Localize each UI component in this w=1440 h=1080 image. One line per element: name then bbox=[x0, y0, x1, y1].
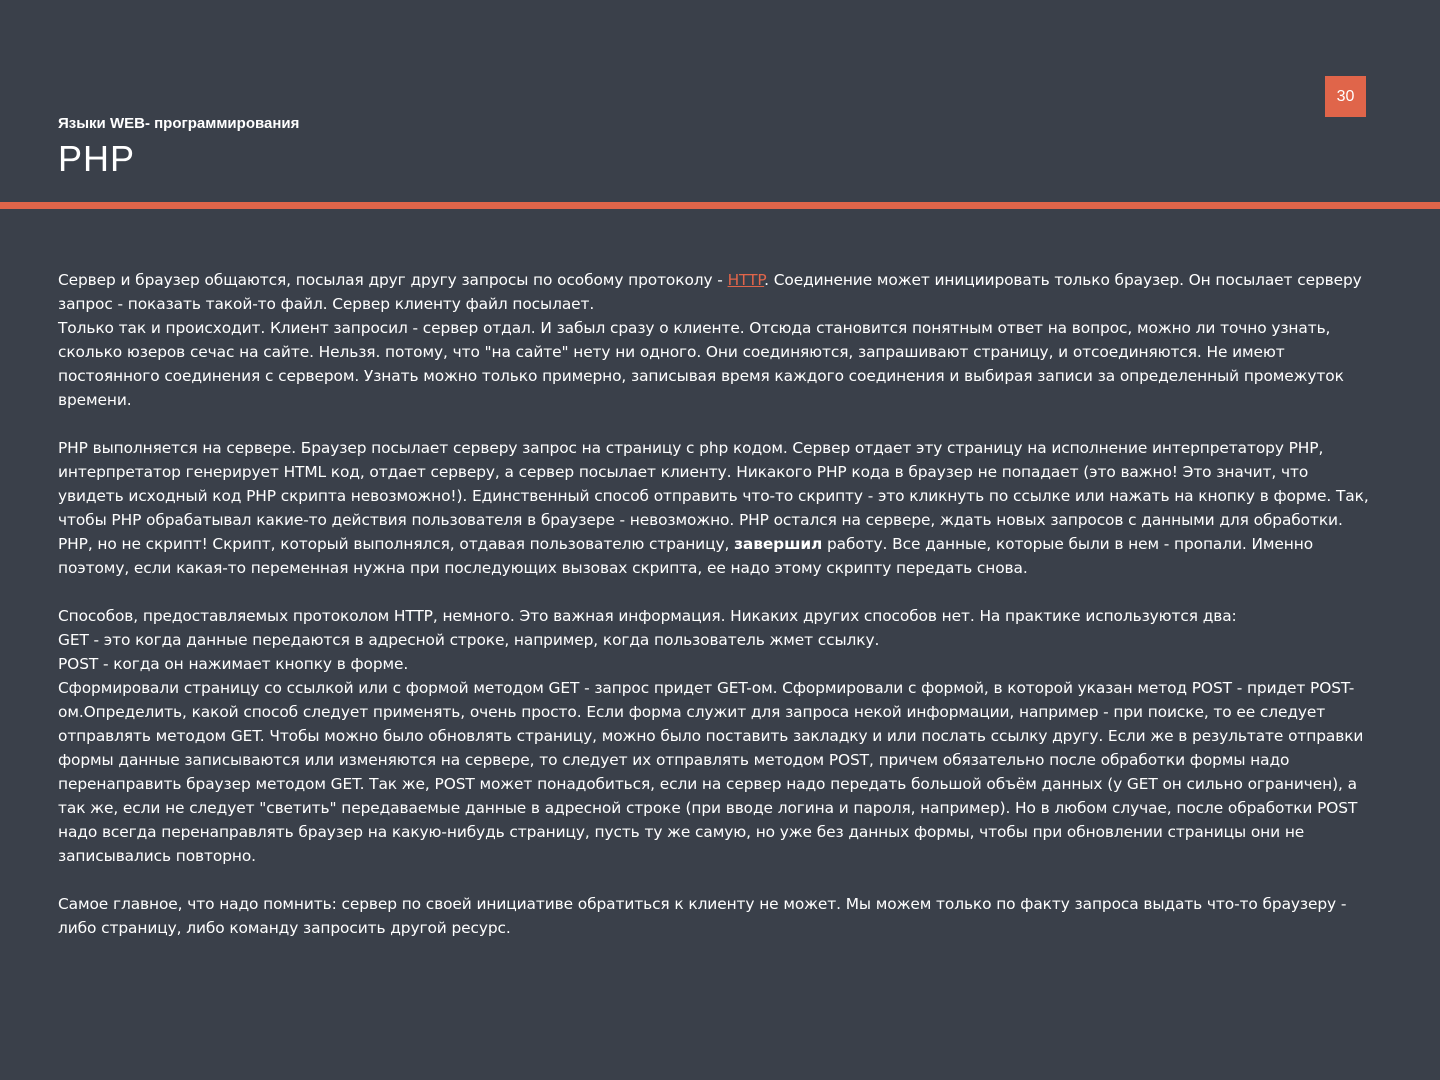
paragraph-get-vs-post: Сформировали страницу со ссылкой или с формой методом GET - запрос придет GET-ом. Сформировали с формой, в которой указан метод POST - придет POST-ом.Определить, какой способ следует применять, очень просто. Если форма служит для запроса некой информации, например - при поиске, то ее следует отправлять методом GET. Чтобы можно было обновлять страницу, можно было поставить закладку и или послать ссылку другу. Если же в результате отправки формы данные записываются или изменяются на сервере, то следует их отправлять методом POST, причем обязательно после обработки формы надо перенаправить браузер методом GET. Так же, POST может понадобиться, если на сервер надо передать большой объём данных (у GET он сильно ограничен), а так же, если не следует "светить" передаваемые данные в адресной строке (при вводе логина и пароля, например). Но в любом случае, после обработки POST надо всегда перенаправлять браузер на какую-нибудь страницу, пусть ту же самую, но уже без данных формы, чтобы при обновлении страницы они не записывались повторно. bbox=[58, 679, 1364, 865]
paragraph-php-server bbox=[58, 436, 1378, 580]
paragraph-conclusion: Самое главное, что надо помнить: сервер по своей инициативе обратиться к клиенту не может. Мы можем только по факту запроса выдать что-то браузеру - либо страницу, либо команду запросить другой ресурс. bbox=[58, 895, 1347, 937]
paragraph-post: POST - когда он нажимает кнопку в форме. bbox=[58, 655, 409, 673]
slide-subtitle: Языки WEB- программирования bbox=[58, 115, 300, 132]
paragraph-http-intro bbox=[58, 268, 1378, 316]
paragraph-get: GET - это когда данные передаются в адресной строке, например, когда пользователь жмет ссылку. bbox=[58, 631, 880, 649]
paragraph-gap bbox=[58, 412, 1378, 436]
paragraph-text: работу. Все данные, которые были в нем - пропали. Именно поэтому, если какая-то переменная нужна при последующих вызовах скрипта, ее надо этому скрипту передать снова. bbox=[58, 535, 1314, 577]
slide-body bbox=[58, 268, 1378, 940]
paragraph-methods: Способов, предоставляемых протоколом HTTP, немного. Это важная информация. Никаких других способов нет. На практике используются два: bbox=[58, 607, 1237, 625]
page-number-badge: 30 bbox=[1325, 76, 1366, 117]
paragraph-text: Сервер и браузер общаются, посылая друг другу запросы по особому протоколу - bbox=[58, 271, 728, 289]
http-link[interactable]: HTTP bbox=[727, 271, 765, 289]
paragraph-text: . Соединение может инициировать только браузер. Он посылает серверу запрос - показать такой-то файл. Сервер клиенту файл посылает. bbox=[58, 271, 1362, 313]
emphasis-text: завершил bbox=[734, 535, 823, 553]
paragraph-gap bbox=[58, 580, 1378, 604]
title-divider bbox=[0, 202, 1440, 209]
paragraph-gap bbox=[58, 868, 1378, 892]
slide-title: PHP bbox=[58, 138, 136, 179]
paragraph-text: PHP выполняется на сервере. Браузер посылает серверу запрос на страницу с php кодом. Сервер отдает эту страницу на исполнение интерпретатору PHP, интерпретатор генерирует HTML код, отдает серверу, а сервер посылает клиенту. Никакого PHP кода в браузер не попадает (это важно! Это значит, что увидеть исходный код PHP скрипта невозможно!). Единственный способ отправить что-то скрипту - это кликнуть по ссылке или нажать на кнопку в форме. Так, чтобы PHP обрабатывал какие-то действия пользователя в браузере - невозможно. PHP остался на сервере, ждать новых запросов с данными для обработки. PHP, но не скрипт! Скрипт, который выполнялся, отдавая пользователю страницу, bbox=[58, 439, 1369, 553]
paragraph-stateless: Только так и происходит. Клиент запросил - сервер отдал. И забыл сразу о клиенте. Отсюда становится понятным ответ на вопрос, можно ли точно узнать, сколько юзеров сечас на сайте. Нельзя. потому, что "на сайте" нету ни одного. Они соединяются, запрашивают страницу, и отсоединяются. Не имеют постоянного соединения с сервером. Узнать можно только примерно, записывая время каждого соединения и выбирая записи за определенный промежуток времени. bbox=[58, 319, 1344, 409]
